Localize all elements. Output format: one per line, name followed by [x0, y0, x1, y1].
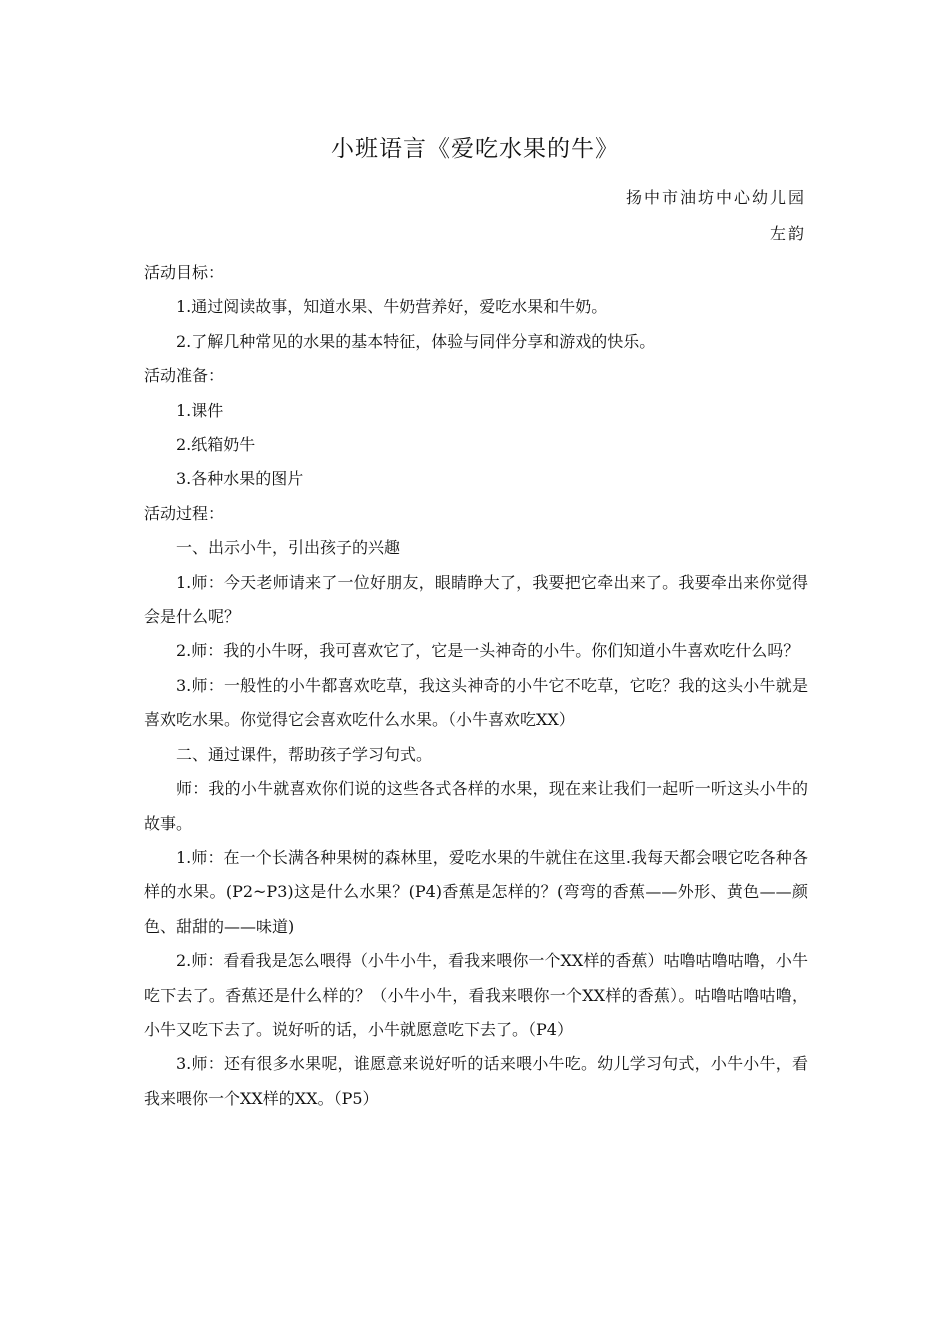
author-name: 左韵 — [769, 224, 806, 243]
paragraph: 3.各种水果的图片 — [176, 469, 304, 489]
paragraph: 2.纸箱奶牛 — [176, 435, 256, 455]
paragraph: 1.师：今天老师请来了一位好朋友，眼睛睁大了，我要把它牵出来了。我要牵出来你觉得会是什么呢？ — [144, 572, 808, 627]
paragraph: 1.通过阅读故事，知道水果、牛奶营养好，爱吃水果和牛奶。 — [176, 297, 608, 317]
document-title: 小班语言《爱吃水果的牛》 — [331, 136, 619, 162]
section-heading: 活动过程： — [144, 503, 225, 523]
section-heading: 活动准备： — [144, 366, 225, 386]
paragraph: 2.了解几种常见的水果的基本特征，体验与同伴分享和游戏的快乐。 — [176, 331, 656, 351]
paragraph: 1.师：在一个长满各种果树的森林里，爱吃水果的牛就住在这里.我每天都会喂它吃各种各样的水果。(P2~P3)这是什么水果？(P4)香蕉是怎样的？(弯弯的香蕉——外形、黄色——颜色、甜甜的——味道) — [144, 847, 808, 936]
paragraph: 师：我的小牛就喜欢你们说的这些各式各样的水果，现在来让我们一起听一听这头小牛的故事。 — [144, 779, 808, 833]
paragraph: 二、通过课件，帮助孩子学习句式。 — [176, 744, 433, 764]
school-name: 扬中市油坊中心幼儿园 — [625, 188, 806, 207]
paragraph: 2.师：我的小牛呀，我可喜欢它了，它是一头神奇的小牛。你们知道小牛喜欢吃什么吗？ — [176, 641, 800, 661]
paragraph: 3.师：一般性的小牛都喜欢吃草，我这头神奇的小牛它不吃草，它吃？我的这头小牛就是喜欢吃水果。你觉得它会喜欢吃什么水果。（小牛喜欢吃XX） — [144, 675, 808, 730]
paragraph: 3.师：还有很多水果呢，谁愿意来说好听的话来喂小牛吃。幼儿学习句式，小牛小牛，看我来喂你一个XX样的XX。（P5） — [144, 1054, 808, 1108]
document-body — [144, 256, 808, 1116]
paragraph: 一、出示小牛，引出孩子的兴趣 — [176, 538, 401, 558]
section-heading: 活动目标： — [144, 263, 225, 282]
paragraph: 1.课件 — [176, 400, 224, 420]
paragraph: 2.师：看看我是怎么喂得（小牛小牛，看我来喂你一个XX样的香蕉）咕噜咕噜咕噜，小牛吃下去了。香蕉还是什么样的？（小牛小牛，看我来喂你一个XX样的香蕉）。咕噜咕噜咕噜，小牛又吃下去了。说好听的话，小牛就愿意吃下去了。（P4） — [144, 951, 808, 1039]
